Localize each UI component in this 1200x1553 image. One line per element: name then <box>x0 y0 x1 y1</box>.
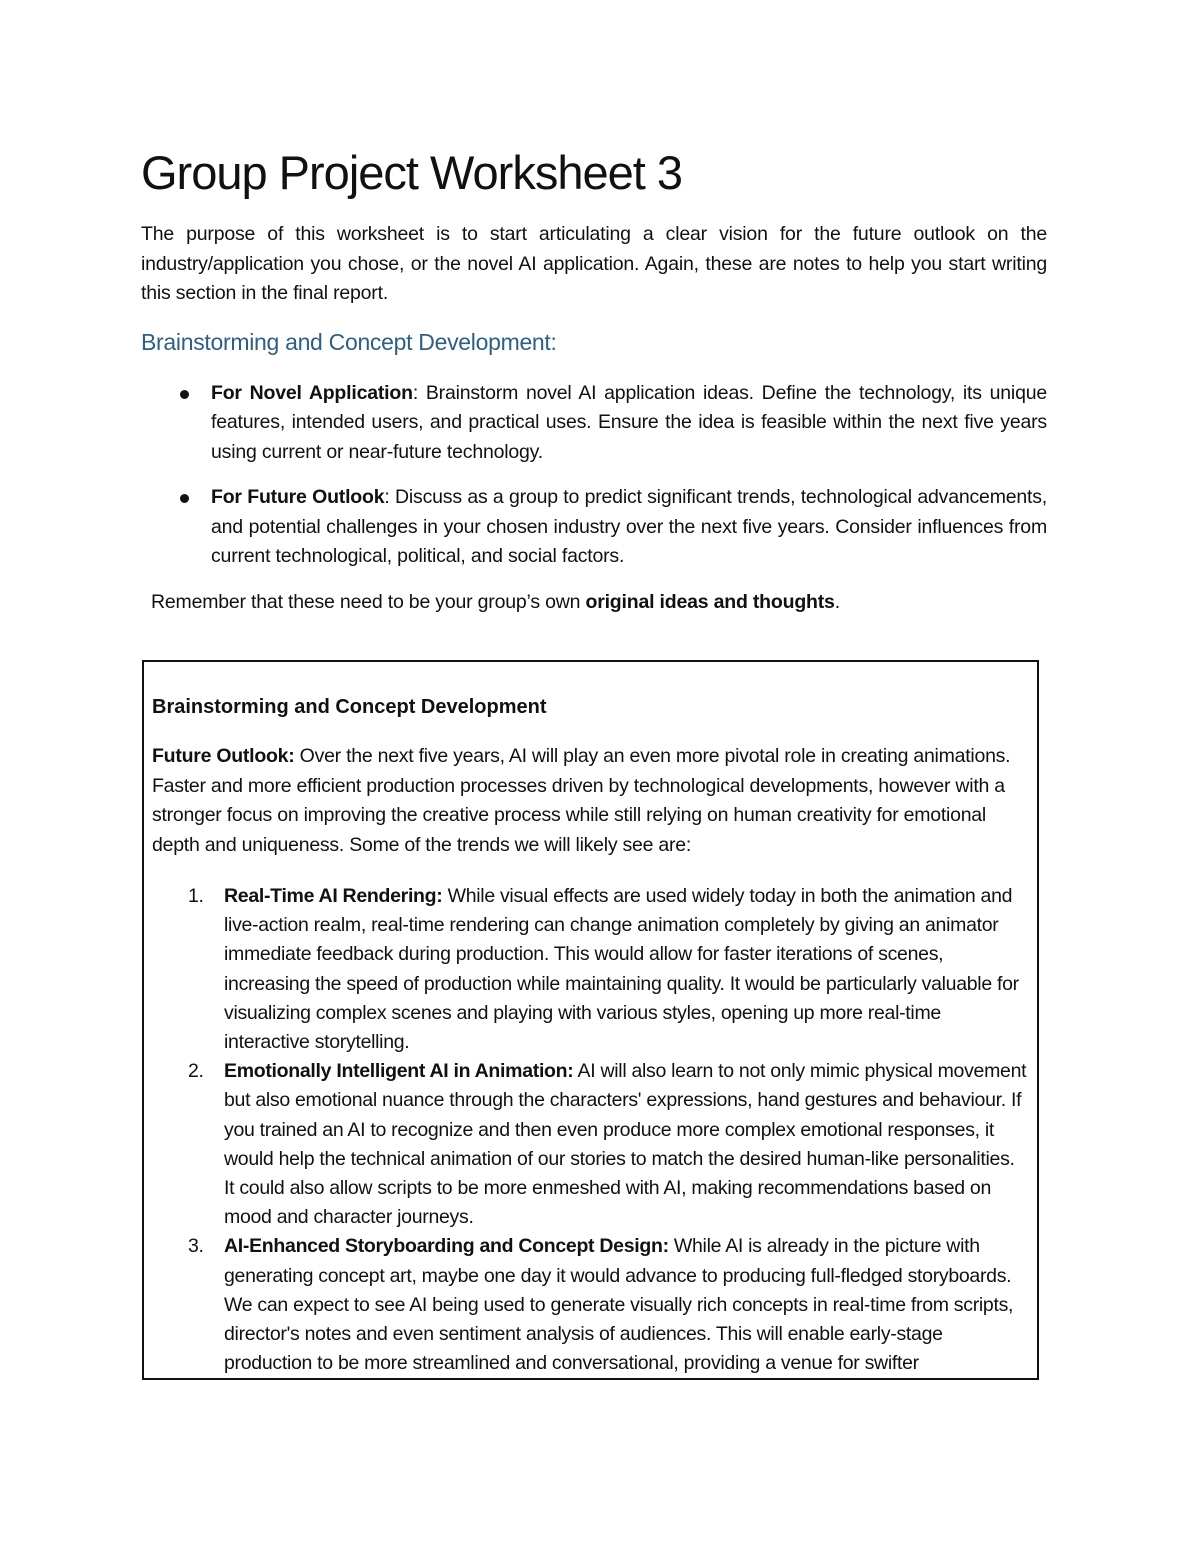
reminder-bold: original ideas and thoughts <box>585 590 835 613</box>
future-outlook-text: Over the next five years, AI will play an even more pivotal role in creating animations. Faster and more efficient production processes driven by technological developments, however with a stronger focus on improving the creative process while still relying on human creativity for emotional depth and uniqueness. Some of the trends we will likely see are: <box>152 745 1011 856</box>
future-outlook-label: Future Outlook: <box>152 745 295 767</box>
trend-label: Real-Time AI Rendering: <box>224 885 443 907</box>
list-number: 1. <box>188 885 204 907</box>
list-item <box>141 483 1047 572</box>
page-title: Group Project Worksheet 3 <box>141 146 682 199</box>
bullet-text: : Brainstorm novel AI application ideas. Define the technology, its unique features, intended users, and practical uses. Ensure the idea is feasible within the next five years using current or near-future technology. <box>211 381 1048 463</box>
response-box-content <box>144 662 1037 1378</box>
bullet-dot-icon <box>180 494 189 503</box>
bullet-dot-icon <box>180 390 189 399</box>
worksheet-page <box>141 140 1047 617</box>
bullet-label: For Novel Application <box>211 381 413 404</box>
intro-paragraph: The purpose of this worksheet is to start articulating a clear vision for the future outlook on the industry/application you chose, or the novel AI application. Again, these are notes to help you start writing this section in the final report. <box>141 223 1047 304</box>
list-item <box>152 882 1027 1057</box>
list-item <box>152 1057 1027 1232</box>
trend-text: While AI is already in the picture with generating concept art, maybe one day it would advance to producing full-fledged storyboards. We can expect to see AI being used to generate visually rich concepts in real-time from scripts, director's notes and even sentiment analysis of audiences. This will enable early-stage production to be more streamlined and conversational, providing a venue for swifter <box>224 1235 1014 1375</box>
reminder-after: . <box>834 590 840 613</box>
list-number: 3. <box>188 1235 204 1258</box>
response-box-title: Brainstorming and Concept Development <box>152 696 547 718</box>
list-item <box>141 379 1047 468</box>
instruction-list <box>141 379 1047 572</box>
bullet-label: For Future Outlook <box>211 486 385 508</box>
future-outlook-paragraph <box>152 742 1027 860</box>
list-item <box>152 1232 1027 1378</box>
trend-label: AI-Enhanced Storyboarding and Concept Design: <box>224 1235 669 1258</box>
trend-text: AI will also learn to not only mimic physical movement but also emotional nuance through the characters' expressions, hand gestures and behaviour. If you trained an AI to recognize and then even produce more complex emotional responses, it would help the technical animation of our stories to match the desired human-like personalities. It could also allow scripts to be more enmeshed with AI, making recommendations based on mood and character journeys. <box>224 1060 1027 1229</box>
trend-text: While visual effects are used widely today in both the animation and live-action realm, real-time rendering can change animation completely by giving an animator immediate feedback during production. This would allow for faster iterations of scenes, increasing the speed of production while maintaining quality. It would be particularly valuable for visualizing complex scenes and playing with various styles, opening up more real-time interactive storytelling. <box>224 885 1019 1054</box>
bullet-text: : Discuss as a group to predict significant trends, technological advancements, and potential challenges in your chosen industry over the next five years. Consider influences from current technological, political, and social factors. <box>211 486 1048 567</box>
trends-list <box>152 882 1027 1378</box>
section-heading: Brainstorming and Concept Development: <box>141 328 557 355</box>
reminder-before: Remember that these need to be your group’s own <box>151 590 586 613</box>
trend-label: Emotionally Intelligent AI in Animation: <box>224 1060 574 1083</box>
reminder-text <box>151 588 1047 618</box>
response-box <box>142 660 1039 1380</box>
list-number: 2. <box>188 1060 204 1083</box>
